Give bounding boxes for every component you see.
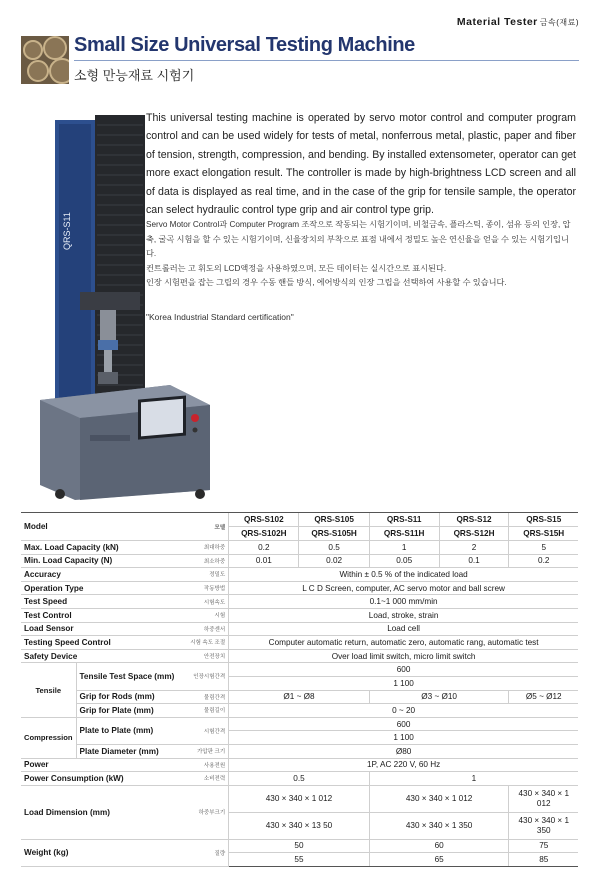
table-row	[21, 649, 578, 663]
row-label: Operation Type	[21, 581, 187, 595]
table-row	[21, 622, 578, 636]
category-header	[457, 16, 579, 28]
row-label-kr: 최소하중	[187, 554, 229, 568]
page-subtitle: 소형 만능재료 시험기	[74, 68, 195, 83]
row-label: Load Dimension (mm)	[21, 785, 187, 839]
table-row	[21, 744, 578, 758]
value-cell: 5	[509, 541, 578, 555]
row-label: Max. Load Capacity (kN)	[21, 541, 187, 555]
description-kr-line: Servo Motor Control과 Computer Program 조작으로 작동되는 시험기이며, 비철금속, 플라스틱, 종이, 섬유 등의 인장, 압축, 굴곡 시험을 할 수 있는 시험기이며, 신율장치의 부착으로 표점 내에서 정밀도 높은 연신율을 얻을 수 있는 시험기입니다.	[146, 220, 571, 258]
page-title: Small Size Universal Testing Machine	[74, 34, 415, 56]
value-cell: Computer automatic return, automatic zero, automatic rang, automatic test	[229, 636, 578, 650]
table-row	[21, 541, 578, 555]
row-label-kr: 최대하중	[187, 541, 229, 555]
value-cell: 0.05	[369, 554, 439, 568]
value-cell: 430 × 340 × 1 350	[509, 812, 578, 839]
row-label-kr: 시험	[187, 608, 229, 622]
description-korean	[146, 218, 578, 291]
machine-model-label: QRS-S11	[62, 212, 72, 250]
row-label: Tensile Test Space (mm)	[76, 663, 187, 690]
value-cell: 1 100	[229, 731, 578, 745]
value-cell: 600	[229, 717, 578, 731]
value-cell: 85	[509, 853, 578, 867]
table-row	[21, 513, 578, 527]
row-label-kr: 사용전원	[187, 758, 229, 772]
row-label-kr: 물림길이	[187, 704, 229, 718]
row-label: Load Sensor	[21, 622, 187, 636]
value-cell: 1 100	[229, 676, 578, 690]
value-cell: 0.1	[439, 554, 509, 568]
table-row	[21, 772, 578, 786]
value-cell: 2	[439, 541, 509, 555]
model-cell: QRS-S15H	[509, 527, 578, 541]
value-cell: 430 × 340 × 1 012	[369, 785, 509, 812]
table-row	[21, 758, 578, 772]
value-cell: 0 ~ 20	[229, 704, 578, 718]
value-cell: 1	[369, 541, 439, 555]
row-label: Test Control	[21, 608, 187, 622]
value-cell: Over load limit switch, micro limit switch	[229, 649, 578, 663]
table-row	[21, 595, 578, 609]
category-label-kr: 금속(재료)	[539, 18, 579, 27]
row-label-kr: 모델	[187, 513, 229, 541]
row-label-kr: 물림간격	[187, 690, 229, 704]
value-cell: 430 × 340 × 1 350	[369, 812, 509, 839]
description-kr-line: 컨트롤러는 고 휘도의 LCD액정을 사용하였으며, 모든 데이터는 실시간으로 표시된다.	[146, 263, 447, 273]
row-label-kr: 정밀도	[187, 568, 229, 582]
value-cell: 65	[369, 853, 509, 867]
table-row	[21, 717, 578, 731]
value-cell: 0.2	[509, 554, 578, 568]
value-cell: 1	[369, 772, 578, 786]
value-cell: Within ± 0.5 % of the indicated load	[229, 568, 578, 582]
row-label-kr: 시험 속도 조절	[187, 636, 229, 650]
table-row	[21, 663, 578, 677]
value-cell: Ø1 ~ Ø8	[229, 690, 370, 704]
value-cell: 0.1~1 000 mm/min	[229, 595, 578, 609]
group-label-compression: Compression	[21, 717, 76, 758]
value-cell: 0.02	[299, 554, 369, 568]
row-label-kr: 하중센서	[187, 622, 229, 636]
row-label: Plate Diameter (mm)	[76, 744, 187, 758]
value-cell: Ø3 ~ Ø10	[369, 690, 509, 704]
model-cell: QRS-S102H	[229, 527, 299, 541]
row-label: Power	[21, 758, 187, 772]
row-label-kr: 하중부크기	[187, 785, 229, 839]
row-label: Accuracy	[21, 568, 187, 582]
row-label: Grip for Rods (mm)	[76, 690, 187, 704]
model-cell: QRS-S102	[229, 513, 299, 527]
category-label: Material Tester	[456, 16, 538, 28]
value-cell: 1P, AC 220 V, 60 Hz	[229, 758, 578, 772]
row-label-kr: 소비전력	[187, 772, 229, 786]
row-label: Weight (kg)	[21, 839, 187, 866]
row-label-kr: 인장시험간격	[187, 663, 229, 690]
row-label-kr: 안전장치	[187, 649, 229, 663]
table-row	[21, 704, 578, 718]
table-row	[21, 554, 578, 568]
row-label-kr: 가압판 크기	[187, 744, 229, 758]
value-cell: 430 × 340 × 1 012	[509, 785, 578, 812]
row-label-kr: 시험속도	[187, 595, 229, 609]
description-kr-line: 인장 시험편을 잡는 그립의 경우 수동 핸들 방식, 에어방식의 인장 그립을 선택하여 사용할 수 있습니다.	[146, 278, 507, 287]
row-label-kr: 질량	[187, 839, 229, 866]
value-cell: 0.2	[229, 541, 299, 555]
row-label: Test Speed	[21, 595, 187, 609]
section-logo	[21, 36, 69, 84]
model-cell: QRS-S11H	[369, 527, 439, 541]
row-label: Testing Speed Control	[21, 636, 187, 650]
group-label-tensile: Tensile	[21, 663, 76, 717]
table-row	[21, 581, 578, 595]
row-label: Model	[21, 513, 187, 541]
title-divider	[74, 60, 579, 61]
model-cell: QRS-S12	[439, 513, 509, 527]
value-cell: 0.5	[229, 772, 370, 786]
table-row	[21, 690, 578, 704]
table-row	[21, 839, 578, 853]
model-cell: QRS-S105	[299, 513, 369, 527]
model-cell: QRS-S12H	[439, 527, 509, 541]
value-cell: 430 × 340 × 13 50	[229, 812, 370, 839]
description-english: This universal testing machine is operated by servo motor control and computer program control and can be used widely for tests of metal, nonferrous metal, plastic, paper and fiber of tension, strength, compression, and bending. By installed extensometer, operator can get more exact elongation result. The controller is made by high-brightness LCD screen and all of data is displayed as real time, and in the case of the grip for tensile sample, the operator can select hydraulic control type grip and air control type grip.	[146, 112, 576, 217]
value-cell: 430 × 340 × 1 012	[229, 785, 370, 812]
row-label: Plate to Plate (mm)	[76, 717, 187, 744]
value-cell: 75	[509, 839, 578, 853]
table-row	[21, 608, 578, 622]
model-cell: QRS-S11	[369, 513, 439, 527]
value-cell: 0.01	[229, 554, 299, 568]
row-label-kr: 작동방법	[187, 581, 229, 595]
model-cell: QRS-S15	[509, 513, 578, 527]
row-label-kr: 시험간격	[187, 717, 229, 744]
table-row	[21, 785, 578, 812]
value-cell: Ø80	[229, 744, 578, 758]
value-cell: Ø5 ~ Ø12	[509, 690, 578, 704]
row-label: Grip for Plate (mm)	[76, 704, 187, 718]
value-cell: 0.5	[299, 541, 369, 555]
value-cell: 55	[229, 853, 370, 867]
value-cell: 600	[229, 663, 578, 677]
row-label: Min. Load Capacity (N)	[21, 554, 187, 568]
row-label: Safety Device	[21, 649, 187, 663]
row-label: Power Consumption (kW)	[21, 772, 187, 786]
value-cell: 60	[369, 839, 509, 853]
certification-note: "Korea Industrial Standard certification"	[146, 312, 294, 322]
model-cell: QRS-S105H	[299, 527, 369, 541]
value-cell: L C D Screen, computer, AC servo motor and ball screw	[229, 581, 578, 595]
value-cell: 50	[229, 839, 370, 853]
value-cell: Load, stroke, strain	[229, 608, 578, 622]
spec-table	[21, 512, 578, 867]
table-row	[21, 636, 578, 650]
value-cell: Load cell	[229, 622, 578, 636]
table-row	[21, 568, 578, 582]
